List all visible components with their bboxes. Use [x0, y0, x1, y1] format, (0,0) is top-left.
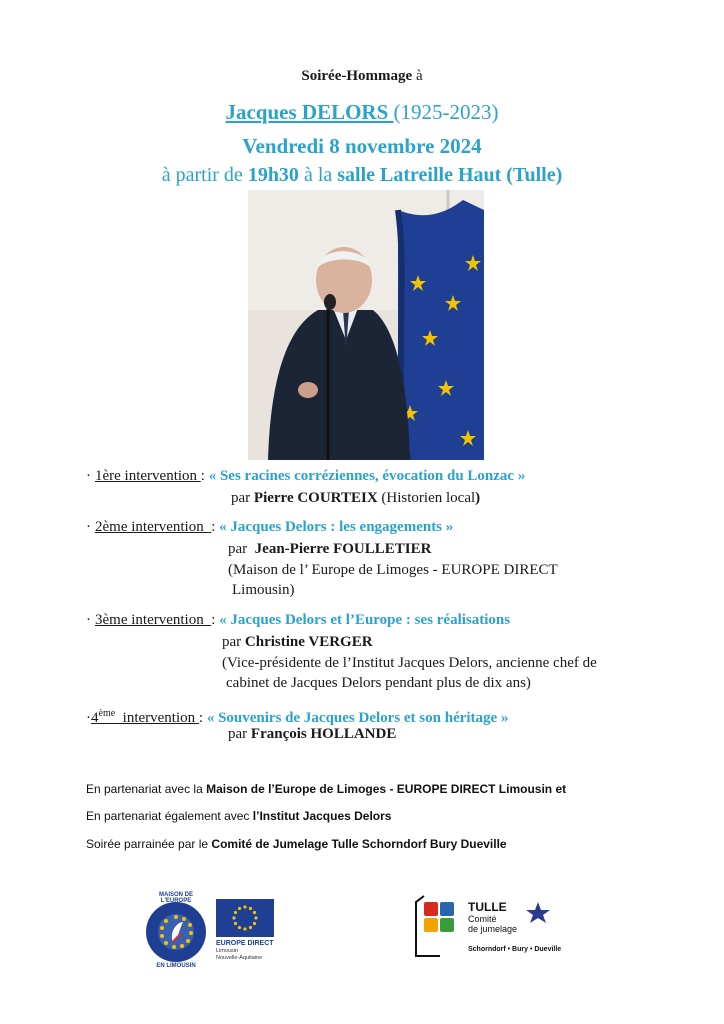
bullet: ·	[86, 710, 91, 726]
intervention-2	[86, 517, 453, 537]
speaker-name: Jean-Pierre FOULLETIER	[254, 541, 432, 557]
speaker-role: (Historien local	[377, 490, 476, 506]
speaker-name: Pierre COURTEIX	[253, 490, 378, 506]
bullet: ·	[86, 612, 91, 628]
tulle-line1: Comité	[468, 914, 497, 924]
speaker-2-detail-2: Limousin)	[232, 582, 295, 598]
intervention-label: 3ème intervention	[95, 612, 212, 628]
maison-bottom-text: EN LIMOUSIN	[156, 963, 196, 969]
eu-flag-icon	[216, 899, 274, 937]
intervention-1	[86, 466, 525, 486]
intervention-label: 1ère intervention	[95, 468, 201, 484]
partner-text: En partenariat avec la	[86, 782, 207, 796]
partner-bold: Comité de Jumelage Tulle Schorndorf Bury Dueville	[211, 837, 507, 851]
maison-top-text: MAISON DE L'EUROPE	[158, 892, 193, 904]
speaker-3-detail-2: cabinet de Jacques Delors pendant plus de dix ans)	[226, 675, 531, 691]
speaker-name: Christine VERGER	[244, 634, 373, 650]
europe-direct-title: EUROPE DIRECT	[216, 940, 274, 947]
europe-direct-sub1: Limousin	[216, 948, 239, 954]
place-time: 19h30	[247, 164, 299, 186]
pretitle-bold: Soirée-Hommage	[301, 68, 413, 84]
speaker-2-detail-1: (Maison de l’ Europe de Limoges - EUROPE DIRECT	[228, 562, 558, 578]
intervention-topic: « Jacques Delors et l’Europe : ses réalisations	[219, 612, 511, 628]
bullet: ·	[86, 519, 91, 535]
partner-bold: Maison de l’Europe de Limoges - EUROPE DIRECT Limousin et	[206, 782, 567, 796]
intervention-label: 2ème intervention	[95, 519, 212, 535]
intervention-topic: « Ses racines corréziennes, évocation du Lonzac »	[208, 468, 526, 484]
tulle-line2: de jumelage	[468, 924, 518, 934]
partner-line-3	[86, 837, 507, 851]
partner-text: Soirée parrainée par le	[86, 837, 212, 851]
separator: :	[200, 468, 209, 484]
partner-text: En partenariat également avec	[86, 809, 253, 823]
by-prefix: par	[231, 490, 254, 506]
intervention-label	[91, 710, 199, 726]
intervention-topic: « Jacques Delors : les engagements »	[219, 519, 454, 535]
by-prefix: par	[228, 541, 255, 557]
place-venue: salle Latreille Haut (Tulle)	[337, 164, 563, 186]
partner-bold: l’Institut Jacques Delors	[252, 809, 392, 823]
partner-line-2	[86, 809, 391, 823]
label-rest: intervention	[115, 710, 199, 726]
place-prefix: à partir de	[161, 164, 248, 186]
intervention-topic: « Souvenirs de Jacques Delors et son héritage »	[206, 710, 509, 726]
speaker-name: François HOLLANDE	[250, 726, 397, 742]
speaker-3	[222, 632, 373, 652]
speaker-1	[231, 488, 480, 508]
maison-europe-logo	[143, 892, 209, 972]
pretitle	[0, 68, 724, 85]
tulle-jumelage-logo	[410, 892, 590, 964]
speaker-3-detail-1: (Vice-présidente de l’Institut Jacques Delors, ancienne chef de	[222, 655, 597, 671]
portrait-photo	[248, 190, 484, 460]
place-mid: à la	[298, 164, 338, 186]
pretitle-rest: à	[412, 68, 423, 84]
speaker-4	[228, 724, 396, 744]
tulle-title: TULLE	[468, 900, 507, 914]
europe-direct-logo	[216, 899, 278, 969]
separator: :	[211, 519, 220, 535]
by-prefix: par	[228, 726, 251, 742]
label-num: 4	[91, 710, 99, 726]
europe-direct-sub2: Nouvelle-Aquitaine	[216, 955, 263, 961]
role-end: )	[475, 490, 481, 506]
title-years: (1925-2023)	[393, 100, 499, 124]
star-icon	[526, 902, 550, 923]
event-date: Vendredi 8 novembre 2024	[242, 134, 482, 158]
by-prefix: par	[222, 634, 245, 650]
label-sup: ème	[98, 708, 116, 719]
title-name: Jacques DELORS	[225, 100, 394, 124]
partner-line-1	[86, 782, 566, 796]
page-title	[0, 100, 724, 125]
bullet: ·	[86, 468, 91, 484]
speaker-2	[228, 539, 431, 559]
separator: :	[211, 612, 220, 628]
separator: :	[198, 710, 207, 726]
tulle-towns: Schorndorf • Bury • Dueville	[468, 946, 562, 953]
event-place	[0, 164, 724, 187]
intervention-3	[86, 610, 510, 630]
